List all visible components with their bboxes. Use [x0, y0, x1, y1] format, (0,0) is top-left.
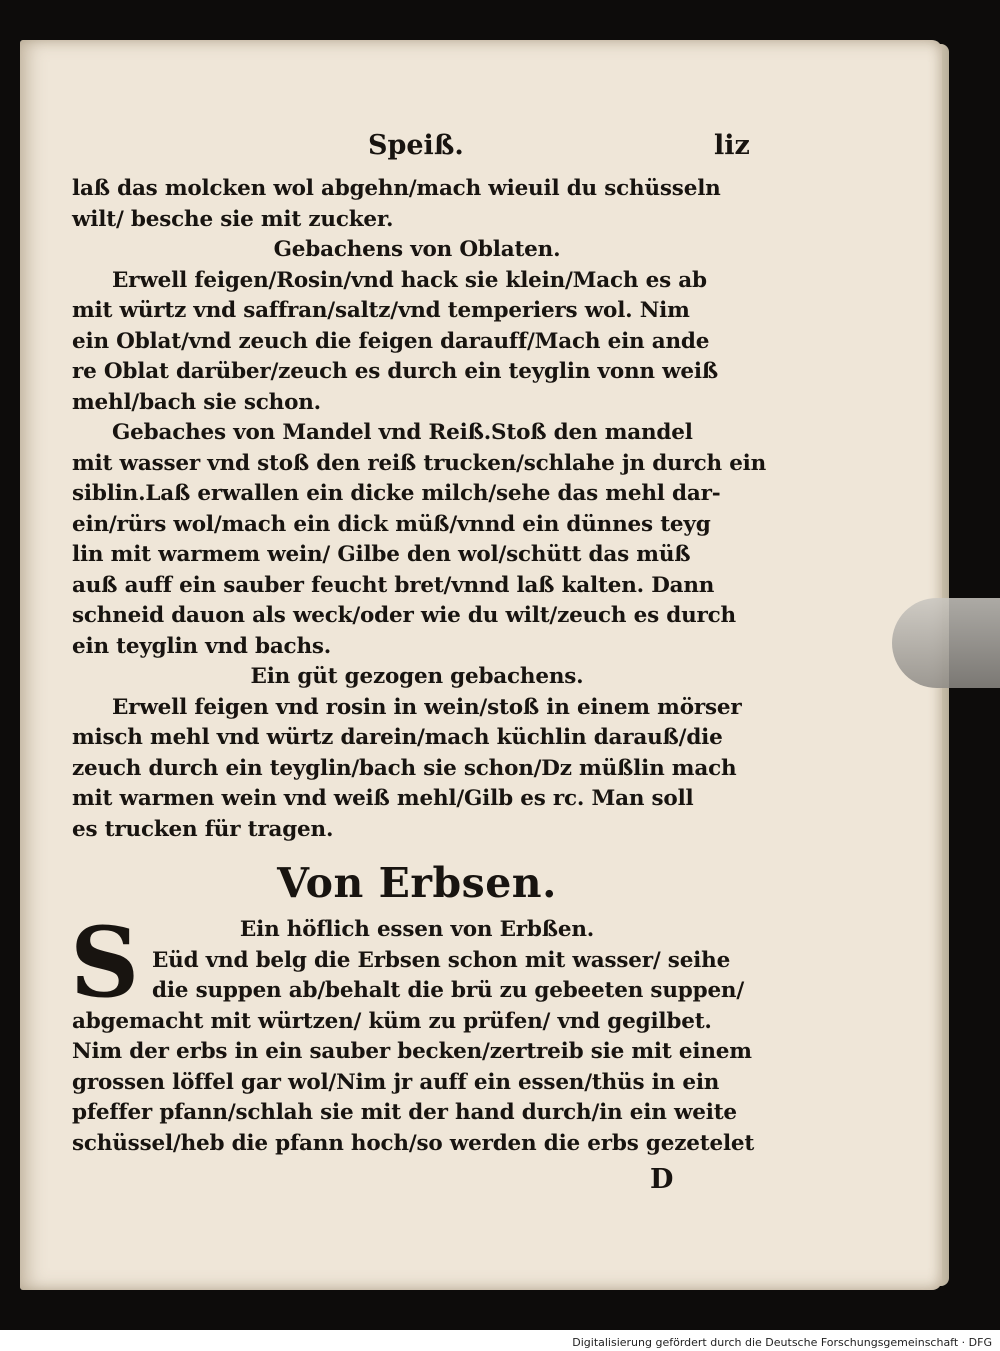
- page-clip: [892, 598, 1000, 688]
- text-line: grossen löffel gar wol/Nim jr auff ein essen/thüs in ein: [72, 1069, 720, 1095]
- recipe-heading: Ein güt gezogen gebachens.: [250, 664, 584, 689]
- text-line: Erwell feigen vnd rosin in wein/stoß in einem mörser: [112, 694, 742, 720]
- text-line: auß auff ein sauber feucht bret/vnnd laß kalten. Dann: [72, 572, 715, 598]
- text-line: ein/rürs wol/mach ein dick müß/vnnd ein dünnes teyg: [72, 511, 711, 537]
- text-line: ein teyglin vnd bachs.: [72, 633, 332, 659]
- text-line: pfeffer pfann/schlah sie mit der hand durch/in ein weite: [72, 1100, 737, 1125]
- recipe-heading: Ein höflich essen von Erbßen.: [239, 917, 595, 942]
- text-line: schüssel/heb die pfann hoch/so werden die erbs gezetelet: [72, 1130, 755, 1156]
- text-line: lin mit warmem wein/ Gilbe den wol/schütt das müß: [72, 542, 691, 567]
- page-text: [70, 130, 767, 1195]
- drop-cap: S: [70, 906, 140, 1019]
- text-line: siblin.Laß erwallen ein dicke milch/sehe das mehl dar-: [72, 481, 721, 506]
- text-line: zeuch durch ein teyglin/bach sie schon/Dz müßlin mach: [72, 755, 737, 781]
- text-line: ein Oblat/vnd zeuch die feigen darauff/Mach ein ande: [72, 328, 710, 354]
- signature-mark: D: [650, 1164, 674, 1195]
- text-line: Nim der erbs in ein sauber becken/zertreib sie mit einem: [72, 1039, 752, 1064]
- text-line: die suppen ab/behalt die brü zu gebeeten suppen/: [152, 978, 745, 1003]
- dfg-credit: Digitalisierung gefördert durch die Deutsche Forschungsgemeinschaft · DFG: [572, 1336, 992, 1349]
- page-header: [72, 130, 762, 174]
- text-line: Eüd vnd belg die Erbsen schon mit wasser/ seihe: [152, 947, 731, 973]
- text-line: wilt/ besche sie mit zucker.: [72, 206, 394, 232]
- text-line: es trucken für tragen.: [72, 816, 334, 842]
- recipe-heading: Gebachens von Oblaten.: [273, 237, 561, 262]
- text-line: mit wasser vnd stoß den reiß trucken/schlahe jn durch ein: [72, 450, 767, 476]
- text-line: Erwell feigen/Rosin/vnd hack sie klein/Mach es ab: [112, 267, 707, 293]
- erbsen-block: [70, 906, 762, 1019]
- text-line: misch mehl vnd würtz darein/mach küchlin darauß/die: [72, 725, 723, 750]
- text-line: re Oblat darüber/zeuch es durch ein teyglin vonn weiß: [72, 359, 719, 384]
- text-line: mit warmen wein vnd weiß mehl/Gilb es rc. Man soll: [72, 786, 694, 811]
- folio-number: liz: [714, 130, 750, 161]
- text-line: mit würtz vnd saffran/saltz/vnd temperiers wol. Nim: [72, 298, 690, 323]
- text-line: schneid dauon als weck/oder wie du wilt/zeuch es durch: [72, 603, 736, 628]
- running-head: Speiß.: [368, 130, 464, 161]
- text-line: Gebaches von Mandel vnd Reiß.Stoß den mandel: [112, 420, 693, 445]
- section-title: Von Erbsen.: [277, 859, 557, 907]
- text-line: laß das molcken wol abgehn/mach wieuil du schüsseln: [72, 176, 721, 201]
- text-line: abgemacht mit würtzen/ küm zu prüfen/ vnd gegilbet.: [72, 1008, 712, 1034]
- text-line: mehl/bach sie schon.: [72, 389, 321, 415]
